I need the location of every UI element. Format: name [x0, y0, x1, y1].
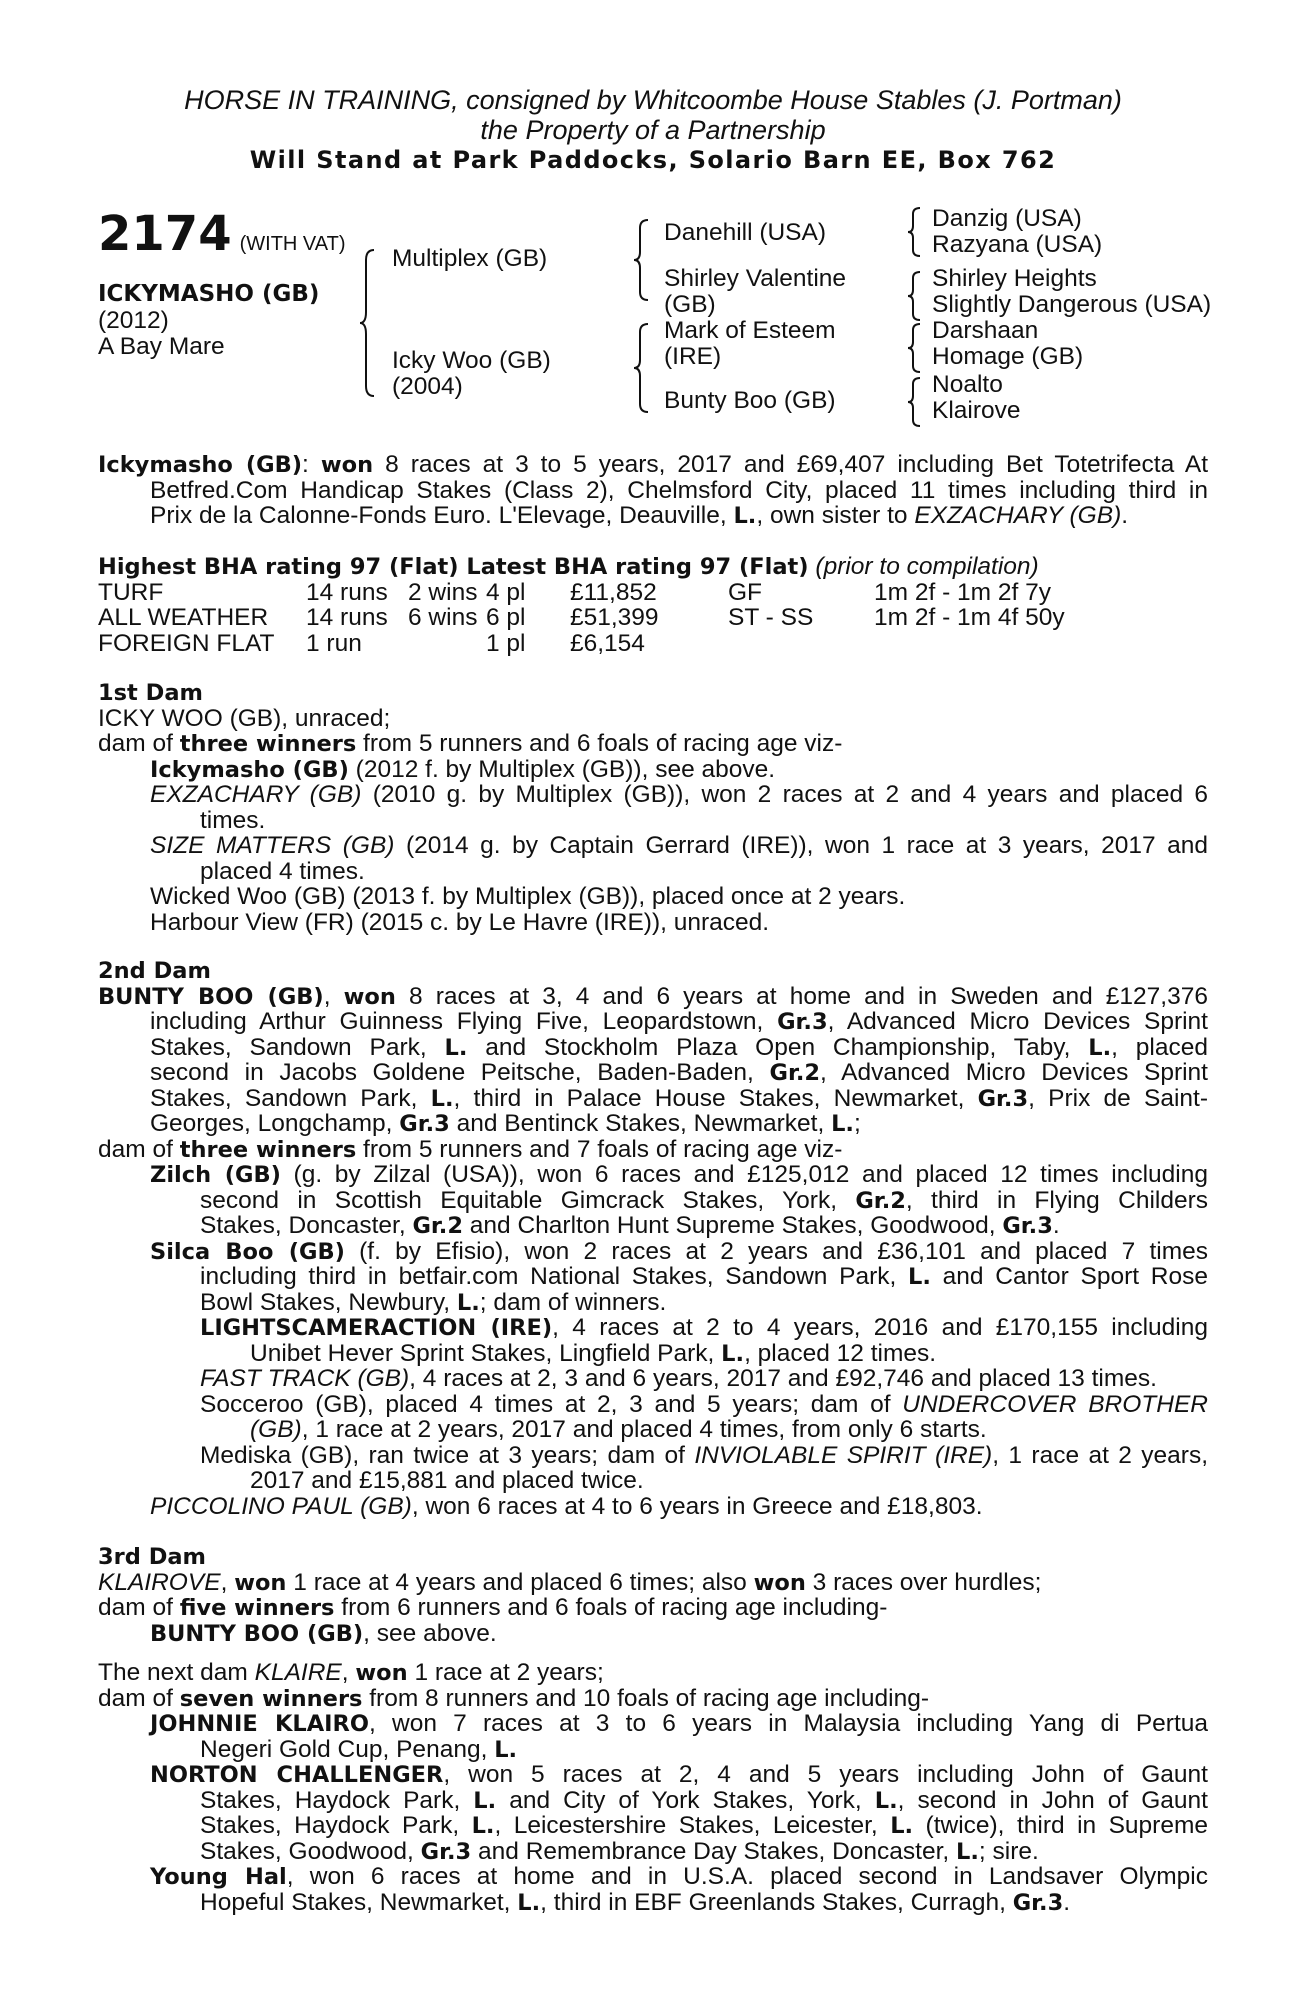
pedigree-dam-year: (2004) [392, 373, 463, 400]
pedigree-dam-sire-country: (IRE) [664, 343, 722, 370]
text-run: (g. by Zilzal (USA)), won 6 races and £125,012 and placed 12 times including [280, 1161, 1208, 1188]
third-dam-section [98, 1544, 1208, 1646]
text-run: , [323, 982, 344, 1010]
text-line [98, 1213, 1208, 1239]
table-cell: 4 pl [486, 578, 526, 606]
pedigree-g4: Slightly Dangerous (USA) [932, 291, 1212, 318]
table-cell: ST - SS [728, 604, 814, 632]
text-run: Ickymasho (GB) [98, 452, 303, 478]
text-run: , Leicestershire Stakes, Leicester, [494, 1812, 891, 1839]
text-run: 1 race at 4 years and placed 6 times; also [286, 1568, 754, 1596]
property-line: the Property of a Partnership [480, 115, 826, 145]
pedigree-brace-g1 [908, 206, 924, 258]
table-row [98, 631, 1065, 657]
table-cell: 6 pl [486, 604, 526, 632]
table-cell: GF [728, 578, 763, 606]
text-run: L. [1088, 1034, 1112, 1061]
text-run: second in Scottish Equitable Gimcrack Stakes, York, [200, 1186, 856, 1214]
text-run: , third in EBF Greenlands Stakes, Curragh, [540, 1888, 1013, 1916]
text-run: (2012 f. by Multiplex (GB)), see above. [348, 755, 776, 783]
text-run: won [355, 1660, 408, 1686]
text-run: second in Jacobs Goldene Peitsche, Baden-Baden, [150, 1059, 770, 1086]
text-run: , placed 12 times. [744, 1339, 937, 1367]
text-run: including Arthur Guinness Flying Five, Leopardstown, [150, 1008, 778, 1035]
text-run: , third in Flying Childers [905, 1186, 1208, 1214]
table-cell: 1m 2f - 1m 4f 50y [874, 604, 1065, 632]
pedigree-g7: Noalto [932, 371, 1003, 398]
text-run: won [320, 452, 374, 478]
text-run: L. [733, 503, 757, 529]
rating-note: (prior to compilation) [815, 553, 1039, 580]
text-line: Betfred.Com Handicap Stakes (Class 2), Chelmsford City, placed 11 times including third in [150, 476, 1208, 504]
pedigree-brace-main [360, 248, 380, 398]
text-run: (2010 g. by Multiplex (GB)), won 2 races at 2 and 4 years and placed 6 [361, 781, 1208, 808]
text-run: UNDERCOVER BROTHER [902, 1390, 1208, 1418]
text-run: from 5 runners and 6 foals of racing age viz- [356, 730, 843, 757]
text-run: Gr.3 [777, 1009, 828, 1035]
text-line [98, 1737, 1208, 1763]
text-run: L. [444, 1034, 468, 1061]
pedigree-g8: Klairove [932, 397, 1021, 424]
text-run: KLAIROVE [98, 1568, 221, 1596]
text-run: Gr.2 [855, 1187, 906, 1214]
text-line [98, 1788, 1208, 1814]
text-run: Stakes, Sandown Park, [150, 1084, 431, 1112]
text-run: , won 7 races at 3 to 6 years in Malaysia including Yang di Pertua [369, 1710, 1209, 1737]
text-run: L. [473, 1787, 497, 1814]
text-run: ; dam of winners. [479, 1288, 667, 1316]
text-line [98, 1443, 1208, 1469]
text-run: and Stockholm Plaza Open Championship, Taby, [467, 1033, 1089, 1061]
text-line [98, 1111, 1208, 1137]
text-run: L. [517, 1889, 541, 1916]
vat-note: (WITH VAT) [239, 233, 346, 255]
pedigree-sire: Multiplex (GB) [392, 245, 548, 272]
section-title: 2nd Dam [98, 958, 211, 984]
text-line [98, 1341, 1208, 1367]
text-run: BUNTY BOO (GB) [150, 1620, 364, 1647]
text-run: including third in betfair.com National Stakes, Sandown Park, [200, 1263, 909, 1290]
rating-block [98, 554, 1208, 657]
text-run: from 8 runners and 10 foals of racing age including- [362, 1684, 929, 1712]
text-run: Mediska (GB), ran twice at 3 years; dam of [200, 1441, 695, 1469]
table-row [98, 605, 1065, 631]
text-run: ; [853, 1110, 861, 1137]
table-cell: £51,399 [570, 604, 659, 632]
text-run: L. [471, 1813, 495, 1839]
pedigree-dam: Icky Woo (GB) [392, 347, 551, 374]
text-run: dam of [98, 730, 180, 757]
text-run: L. [874, 1787, 898, 1814]
text-run: Silca Boo (GB) [150, 1238, 345, 1265]
text-run: and Cantor Sport Rose [930, 1263, 1208, 1290]
pedigree-brace-g3 [908, 270, 924, 322]
text-line: placed 4 times. [200, 857, 365, 885]
text-line [98, 833, 1208, 859]
text-line [98, 1839, 1208, 1865]
text-run: Gr.3 [977, 1085, 1029, 1112]
text-line [98, 1392, 1208, 1418]
table-cell: 1m 2f - 1m 2f 7y [874, 578, 1052, 606]
text-run: SIZE MATTERS (GB) [150, 832, 395, 859]
text-run: (GB) [250, 1416, 302, 1443]
second-dam-section [98, 958, 1208, 1519]
text-run: Hopeful Stakes, Newmarket, [200, 1888, 518, 1916]
table-cell: 1 pl [486, 630, 526, 658]
text-run: Socceroo (GB), placed 4 times at 2, 3 and 5 years; dam of [200, 1390, 903, 1418]
text-run: Gr.3 [1002, 1213, 1053, 1239]
text-run: , won 6 races at home and in U.S.A. placed second in Landsaver Olympic [286, 1863, 1208, 1890]
text-line [98, 1239, 1208, 1265]
text-line: ICKY WOO (GB), unraced; [98, 704, 391, 732]
pedigree-dam-sire: Mark of Esteem [664, 317, 836, 344]
horse-name: ICKYMASHO (GB) [98, 281, 320, 307]
text-run: Gr.3 [420, 1838, 472, 1865]
text-run: five winners [179, 1595, 335, 1621]
text-line: Harbour View (FR) (2015 c. by Le Havre (IRE)), unraced. [150, 908, 770, 936]
text-run: , won 6 races at 4 to 6 years in Greece and £18,803. [411, 1492, 983, 1520]
text-run: , won 5 races at 2, 4 and 5 years including John of Gaunt [443, 1761, 1208, 1788]
text-line [98, 757, 1208, 783]
text-run: from 5 runners and 7 foals of racing age viz- [356, 1135, 843, 1163]
rating-table [98, 580, 1065, 657]
pedigree-g3: Shirley Heights [932, 265, 1097, 292]
text-run: won [343, 983, 396, 1010]
text-run: and Bentinck Stakes, Newmarket, [449, 1110, 832, 1137]
text-run: Zilch (GB) [150, 1162, 281, 1188]
text-run: dam of [98, 1684, 180, 1712]
pedigree-g6: Homage (GB) [932, 343, 1084, 370]
text-run: Young Hal [150, 1864, 287, 1890]
text-run: , own sister to [756, 502, 915, 529]
text-run: , [220, 1568, 235, 1596]
text-line [98, 1188, 1208, 1214]
text-line [98, 1264, 1208, 1290]
table-cell: 6 wins [408, 604, 478, 632]
text-line: Wicked Woo (GB) (2013 f. by Multiplex (GB)), placed once at 2 years. [150, 883, 906, 910]
table-cell: £11,852 [570, 578, 657, 606]
text-run: 1 race at 2 years; [407, 1659, 604, 1686]
text-run: , second in John of Gaunt [897, 1786, 1208, 1814]
text-run: (f. by Efisio), won 2 races at 2 years and £36,101 and placed 7 times [344, 1237, 1208, 1265]
table-cell: TURF [98, 578, 164, 606]
text-line [98, 1366, 1208, 1392]
race-summary [98, 452, 1208, 529]
text-line [98, 1137, 1208, 1163]
table-cell: ALL WEATHER [98, 604, 269, 632]
text-run: three winners [179, 731, 357, 757]
text-line: 2017 and £15,881 and placed twice. [250, 1467, 644, 1494]
text-run: Negeri Gold Cup, Penang, [200, 1735, 495, 1763]
text-run: won [234, 1569, 287, 1596]
text-run: dam of [98, 1594, 180, 1621]
text-line [98, 1621, 1208, 1647]
text-run: . [1121, 502, 1129, 529]
text-run: , third in Palace House Stakes, Newmarket, [453, 1084, 978, 1112]
text-run: , [341, 1659, 356, 1686]
table-row [98, 580, 1065, 606]
table-cell: 14 runs [306, 578, 388, 606]
text-line [98, 731, 1208, 757]
text-run: , see above. [363, 1619, 497, 1647]
text-line [98, 503, 1208, 529]
text-run: L. [908, 1264, 931, 1290]
text-run: and Charlton Hunt Supreme Stakes, Goodwood, [463, 1212, 1003, 1239]
text-line [98, 958, 1208, 984]
pedigree-sire-sire: Danehill (USA) [664, 219, 827, 246]
text-run: won [753, 1569, 806, 1596]
text-line [98, 1494, 1208, 1520]
text-run: L. [956, 1838, 979, 1865]
text-line [98, 1711, 1208, 1737]
consignor-line: HORSE IN TRAINING, consigned by Whitcoombe House Stables (J. Portman) [184, 85, 1122, 115]
text-line [98, 1060, 1208, 1086]
text-line [98, 984, 1208, 1010]
text-run: , 1 race at 2 years, 2017 and placed 4 times, from only 6 starts. [301, 1416, 987, 1443]
text-run: , Advanced Micro Devices Sprint [820, 1059, 1208, 1086]
text-run: seven winners [179, 1685, 363, 1712]
text-line: Ickymasho (GB): won 8 races at 3 to 5 years, 2017 and £69,407 including Bet Totetrifecta At [98, 451, 1208, 478]
text-line [98, 1890, 1208, 1916]
text-run: from 6 runners and 6 foals of racing age including- [334, 1594, 888, 1621]
text-run: . [1063, 1888, 1071, 1916]
text-run: and City of York Stakes, York, [496, 1786, 875, 1814]
first-dam-section [98, 680, 1208, 935]
section-title: 3rd Dam [98, 1544, 206, 1570]
text-run: L. [430, 1085, 454, 1112]
pedigree-sire-dam-country: (GB) [664, 291, 716, 318]
text-run: dam of [98, 1135, 180, 1163]
text-run: Gr.2 [412, 1213, 463, 1239]
table-cell: £6,154 [570, 630, 645, 658]
pedigree-dam-dam: Bunty Boo (GB) [664, 387, 836, 414]
text-run: LIGHTSCAMERACTION (IRE) [200, 1315, 553, 1341]
text-run: , 1 race at 2 years, [992, 1441, 1208, 1469]
text-line [98, 1290, 1208, 1316]
stabling-line: Will Stand at Park Paddocks, Solario Barn EE, Box 762 [249, 146, 1057, 174]
text-line [98, 1162, 1208, 1188]
table-cell: 1 run [306, 630, 362, 658]
text-line [98, 1686, 1208, 1712]
text-line [98, 1595, 1208, 1621]
text-run: Ickymasho (GB) [150, 756, 349, 783]
text-run: Bowl Stakes, Newbury, [200, 1288, 457, 1316]
text-run: Stakes, Doncaster, [200, 1212, 413, 1239]
next-dam-section [98, 1660, 1208, 1915]
text-run: PICCOLINO PAUL (GB) [150, 1492, 412, 1520]
table-cell: 2 wins [408, 578, 478, 606]
text-run: Gr.2 [769, 1060, 821, 1086]
text-line [98, 1086, 1208, 1112]
text-run: Stakes, Haydock Park, [200, 1812, 472, 1839]
text-run: L. [494, 1736, 518, 1763]
text-run: L. [721, 1340, 745, 1367]
text-run: three winners [179, 1136, 357, 1163]
text-run: , 4 races at 2 to 4 years, 2016 and £170,155 including [552, 1314, 1208, 1341]
text-line [98, 1315, 1208, 1341]
text-line [98, 1035, 1208, 1061]
text-line [98, 1417, 1208, 1443]
text-run: INVIOLABLE SPIRIT (IRE) [694, 1441, 993, 1469]
horse-description: A Bay Mare [98, 333, 225, 360]
text-line [98, 1544, 1208, 1570]
table-cell: 14 runs [306, 604, 388, 632]
text-run: FAST TRACK (GB) [200, 1365, 410, 1392]
text-run: BUNTY BOO (GB) [98, 983, 324, 1010]
text-run: (2014 g. by Captain Gerrard (IRE)), won 1 race at 3 years, 2017 and [394, 832, 1208, 859]
pedigree-brace-g5 [908, 322, 924, 374]
text-run: Prix de la Calonne-Fonds Euro. L'Elevage, Deauville, [150, 502, 734, 529]
text-run: and Remembrance Day Stakes, Doncaster, [471, 1837, 956, 1865]
text-run: Unibet Hever Sprint Stakes, Lingfield Park, [250, 1339, 722, 1367]
text-run: L. [456, 1289, 480, 1316]
text-run: L. [831, 1111, 854, 1137]
text-line [98, 1813, 1208, 1839]
rating-title: Highest BHA rating 97 (Flat) Latest BHA rating 97 (Flat) [98, 554, 809, 580]
pedigree-g5: Darshaan [932, 317, 1039, 344]
text-run: Stakes, Sandown Park, [150, 1033, 445, 1061]
text-run: KLAIRE [254, 1659, 342, 1686]
text-run: L. [890, 1813, 914, 1839]
text-line [98, 1660, 1208, 1686]
text-line [98, 1864, 1208, 1890]
text-run: EXZACHARY (GB) [914, 502, 1122, 529]
text-line [98, 1009, 1208, 1035]
text-line: times. [200, 806, 266, 834]
text-run: 8 races at 3, 4 and 6 years at home and in Sweden and £127,376 [395, 982, 1208, 1010]
text-run: ; sire. [978, 1837, 1039, 1865]
pedigree-brace-sire [634, 218, 654, 302]
text-run: , Prix de Saint- [1028, 1084, 1208, 1112]
text-run: Georges, Longchamp, [150, 1110, 400, 1137]
table-cell [874, 631, 1065, 657]
pedigree-g1: Danzig (USA) [932, 205, 1082, 232]
text-line [98, 782, 1208, 808]
table-cell [728, 631, 874, 657]
pedigree-sire-dam: Shirley Valentine [664, 265, 847, 292]
lot-number: 2174 (WITH VAT) [98, 206, 346, 262]
pedigree-brace-g7 [908, 376, 924, 428]
text-run: EXZACHARY (GB) [150, 781, 362, 808]
text-line [98, 554, 1208, 580]
foaling-year: (2012) [98, 307, 169, 334]
text-run: 3 races over hurdles; [805, 1568, 1042, 1596]
text-run: The next dam [98, 1659, 255, 1686]
table-cell [408, 631, 486, 657]
text-run: 8 races at 3 to 5 years, 2017 and £69,407 including Bet Totetrifecta At [373, 451, 1208, 478]
text-run: (twice), third in Supreme [913, 1812, 1209, 1839]
text-run: , placed [1111, 1033, 1208, 1061]
text-run: , 4 races at 2, 3 and 6 years, 2017 and £92,746 and placed 13 times. [409, 1365, 1157, 1392]
text-run: Stakes, Haydock Park, [200, 1786, 474, 1814]
text-run: Stakes, Goodwood, [200, 1837, 421, 1865]
text-run: Gr.3 [1012, 1889, 1064, 1916]
text-run: NORTON CHALLENGER [150, 1762, 444, 1788]
text-line [98, 1570, 1208, 1596]
text-run: , Advanced Micro Devices Sprint [827, 1008, 1208, 1035]
text-line [98, 680, 1208, 706]
section-title: 1st Dam [98, 680, 203, 706]
text-run: JOHNNIE KLAIRO [150, 1711, 369, 1737]
table-cell: FOREIGN FLAT [98, 630, 275, 658]
pedigree-g2: Razyana (USA) [932, 231, 1103, 258]
text-run: Gr.3 [399, 1111, 450, 1137]
pedigree-brace-dam [634, 322, 654, 414]
text-run: . [1052, 1212, 1060, 1239]
text-line [98, 1762, 1208, 1788]
